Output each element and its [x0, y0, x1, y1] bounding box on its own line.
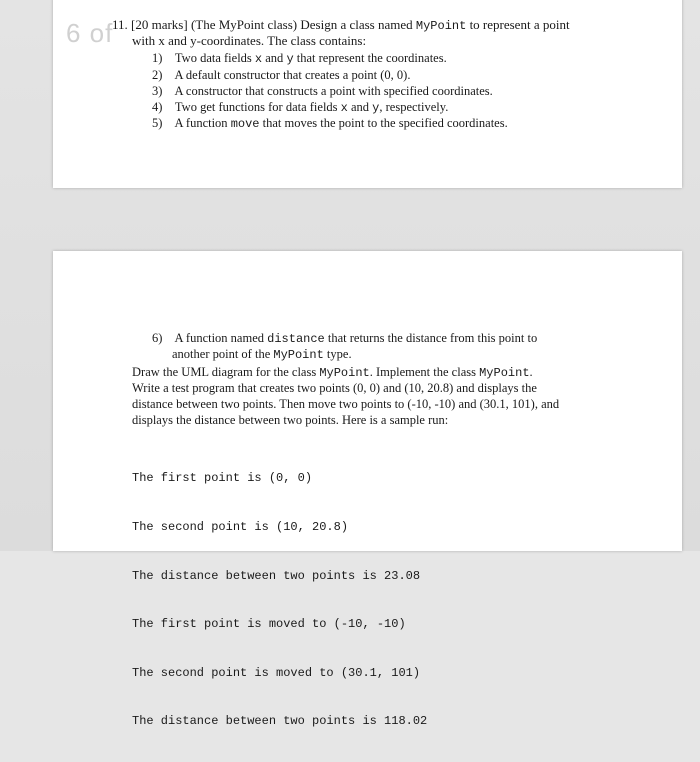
list-item: 5) A function move that moves the point to the specified coordinates. [152, 116, 508, 131]
output-line: The distance between two points is 118.02 [132, 714, 428, 729]
list-item: 3) A constructor that constructs a point with specified coordinates. [152, 84, 493, 98]
list-item: 2) A default constructor that creates a point (0, 0). [152, 68, 411, 82]
question-number: 11. [20 marks] [112, 17, 188, 32]
list-item-continuation: another point of the MyPoint type. [172, 347, 352, 362]
sample-output [132, 438, 427, 762]
question-class-title: (The MyPoint class) [190, 17, 298, 32]
page-indicator: 6 of [66, 18, 114, 48]
instructions-line-2: Write a test program that creates two points (0, 0) and (10, 20.8) and displays the [132, 381, 537, 395]
output-line: The distance between two points is 23.08 [132, 568, 421, 583]
instructions-line-1: Draw the UML diagram for the class MyPoint. Implement the class MyPoint. [132, 365, 533, 380]
list-item: 1) Two data fields x and y that represent the coordinates. [152, 51, 447, 66]
question-header [112, 17, 570, 34]
question-line-2: with x and y-coordinates. The class contains: [132, 33, 367, 48]
instructions-line-4: displays the distance between two points. Here is a sample run: [132, 413, 449, 427]
output-line: The first point is moved to (-10, -10) [132, 617, 406, 632]
question-intro-tail: to represent a point [469, 17, 570, 32]
class-name-code: MyPoint [415, 19, 467, 33]
list-item: 4) Two get functions for data fields x and y, respectively. [152, 100, 449, 115]
instructions-line-3: distance between two points. Then move two points to (-10, -10) and (30.1, 101), and [132, 397, 560, 411]
output-line: The first point is (0, 0) [132, 471, 313, 486]
output-line: The second point is moved to (30.1, 101) [132, 665, 421, 680]
list-item: 6) A function named distance that returns the distance from this point to [152, 331, 538, 346]
question-intro: Design a class named [300, 17, 413, 32]
output-line: The second point is (10, 20.8) [132, 520, 349, 535]
